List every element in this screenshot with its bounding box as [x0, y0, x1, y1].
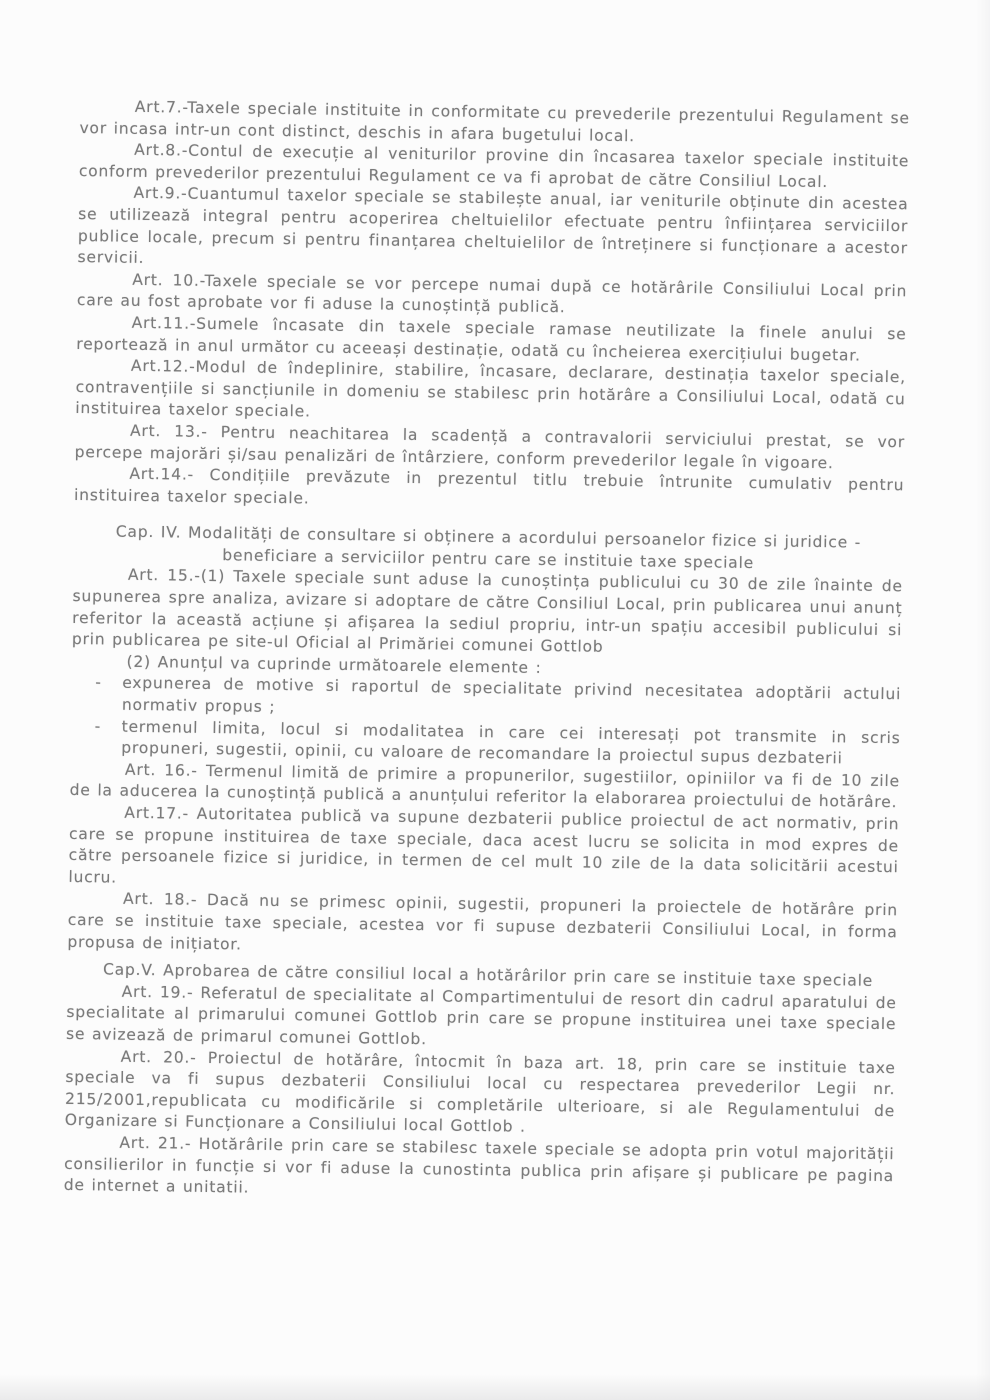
scan-edge-shading [976, 0, 990, 1400]
chapter-4-heading: Cap. IV. Modalități de consultare si obținere a acordului persoanelor fizice si juridice - beneficiare a serviciilor pentru care se instituie taxe speciale [115, 522, 862, 572]
bullet-item-2-text: termenul limita, locul si modalitatea in care cei interesați pot transmite in scris propuneri, sugestii, opinii, cu valoare de recomandare la proiectul supus dezbaterii [121, 717, 901, 768]
paragraph-art-7: Art.7.-Taxele speciale instituite in conformitate cu prevederile prezentului Regulament se vor incasa intr-un cont distinct, deschis in afara bugetului local. [79, 97, 910, 145]
paragraph-art-15-alin-2: (2) Anunțul va cuprinde următoarele elemente : [126, 652, 542, 677]
paragraph-art-14: Art.14.- Condițiile prevăzute in prezentul titlu trebuie întrunite cumulativ pentru instituirea taxelor speciale. [73, 464, 905, 508]
chapter-5-heading: Cap.V. Aprobarea de către consiliul local a hotărârilor prin care se instituie taxe speciale [102, 960, 874, 991]
paragraph-art-12: Art.12.-Modul de îndeplinire, stabilire, încasare, declarare, destinația taxelor speciale, contravențiile si sancțiunile in domeniu se stabilesc prin hotărâre a Consiliului Local, odată cu instituirea taxelor speciale. [75, 356, 907, 421]
bullet-dash-icon: - [94, 716, 102, 736]
document-text-block [64, 96, 910, 1209]
paragraph-art-15: Art. 15.-(1) Taxele speciale sunt aduse la cunoștința publicului cu 30 de zile înainte de supunerea spre analiza, avizare si adoptare de către Consiliul Local, prin publicarea unui anunț referitor la această acțiune și afișarea la sediul propriu, intr-un spațiu accesibil publicului si prin publicarea pe site-ul Oficial al Primăriei comunei Gottlob [71, 566, 903, 657]
paragraph-art-13: Art. 13.- Pentru neachitarea la scadență a contravalorii serviciului prestat, se vor percepe majorări și/sau penalizări de întârziere, conform prevederilor legale în vigoare. [74, 421, 906, 472]
scan-bottom-shading [0, 1374, 990, 1400]
paragraph-art-10: Art. 10.-Taxele speciale se vor percepe numai după ce hotărârile Consiliului Local prin care au fost aprobate vor fi aduse la cunoștință publică. [76, 270, 908, 317]
paragraph-art-8: Art.8.-Contul de execuție al veniturilor provine din încasarea taxelor speciale instituite conform prevederilor prezentului Regulament ce va fi aprobat de către Consiliul Local. [78, 140, 910, 191]
paragraph-art-20: Art. 20.- Proiectul de hotărâre, întocmit în baza art. 18, prin care se instituie taxe speciale va fi supus dezbaterii Consiliului local cu respectarea prevederilor Legii nr. 215/2001,republicata cu modificările si completările ulterioare, si ale Regulamentului de Organizare si Funcționare a Consiliului local Gottlob . [64, 1047, 896, 1137]
paragraph-art-21: Art. 21.- Hotărârile prin care se stabilesc taxele speciale se adopta prin votul majorității consilierilor in funcție si vor fi aduse la cunostinta publica prin afișare și publicare pe pagina de internet a unitatii. [63, 1133, 895, 1197]
paragraph-art-18: Art. 18.- Dacă nu se primesc opinii, sugestii, propuneri la proiectele de hotărâre prin care se instituie taxe speciale, acestea vor fi supuse dezbaterii Consiliului Local, in forma propusa de inițiator. [67, 890, 899, 954]
paragraph-art-16: Art. 16.- Termenul limită de primire a propunerilor, sugestiilor, opiniilor va fi de 10 zile de la aducerea la cunoștință publică a anunțului referitor la elaborarea proiectului de hotărâre. [69, 760, 901, 812]
paragraph-art-11: Art.11.-Sumele încasate din taxele speciale ramase neutilizate la finele anului se reportează in anul următor cu aceeași destinație, odată cu încheierea exercițiului bugetar. [76, 313, 907, 365]
bullet-item-1-text: expunerea de motive si raportul de specialitate privind necesitatea adoptării actului normativ propus ; [121, 674, 902, 716]
paragraph-art-9: Art.9.-Cuantumul taxelor speciale se stabilește anual, iar veniturile obținute din acestea se utilizează integral pentru acoperirea cheltuielilor efectuate pentru înființarea serviciilor publice locale, precum si pentru finanțarea cheltuielilor de întreținere si funcționare a acestor servicii. [77, 184, 909, 268]
paragraph-art-17: Art.17.- Autoritatea publică va supune dezbaterii publice proiectul de act normativ, prin care se propune instituirea de taxe speciale, daca acest lucru se solicita in mod expres de către persoanele fizice si juridice, in termen de cel mult 10 zile de la data solicitării acestui lucru. [68, 803, 900, 887]
paragraph-art-19: Art. 19.- Referatul de specialitate al Compartimentului de resort din cadrul aparatului de specialitate al primarului comunei Gottlob prin care se propune instituirea unei taxe speciale se avizează de primarul comunei Gottlob. [65, 982, 897, 1049]
bullet-dash-icon: - [95, 673, 102, 692]
